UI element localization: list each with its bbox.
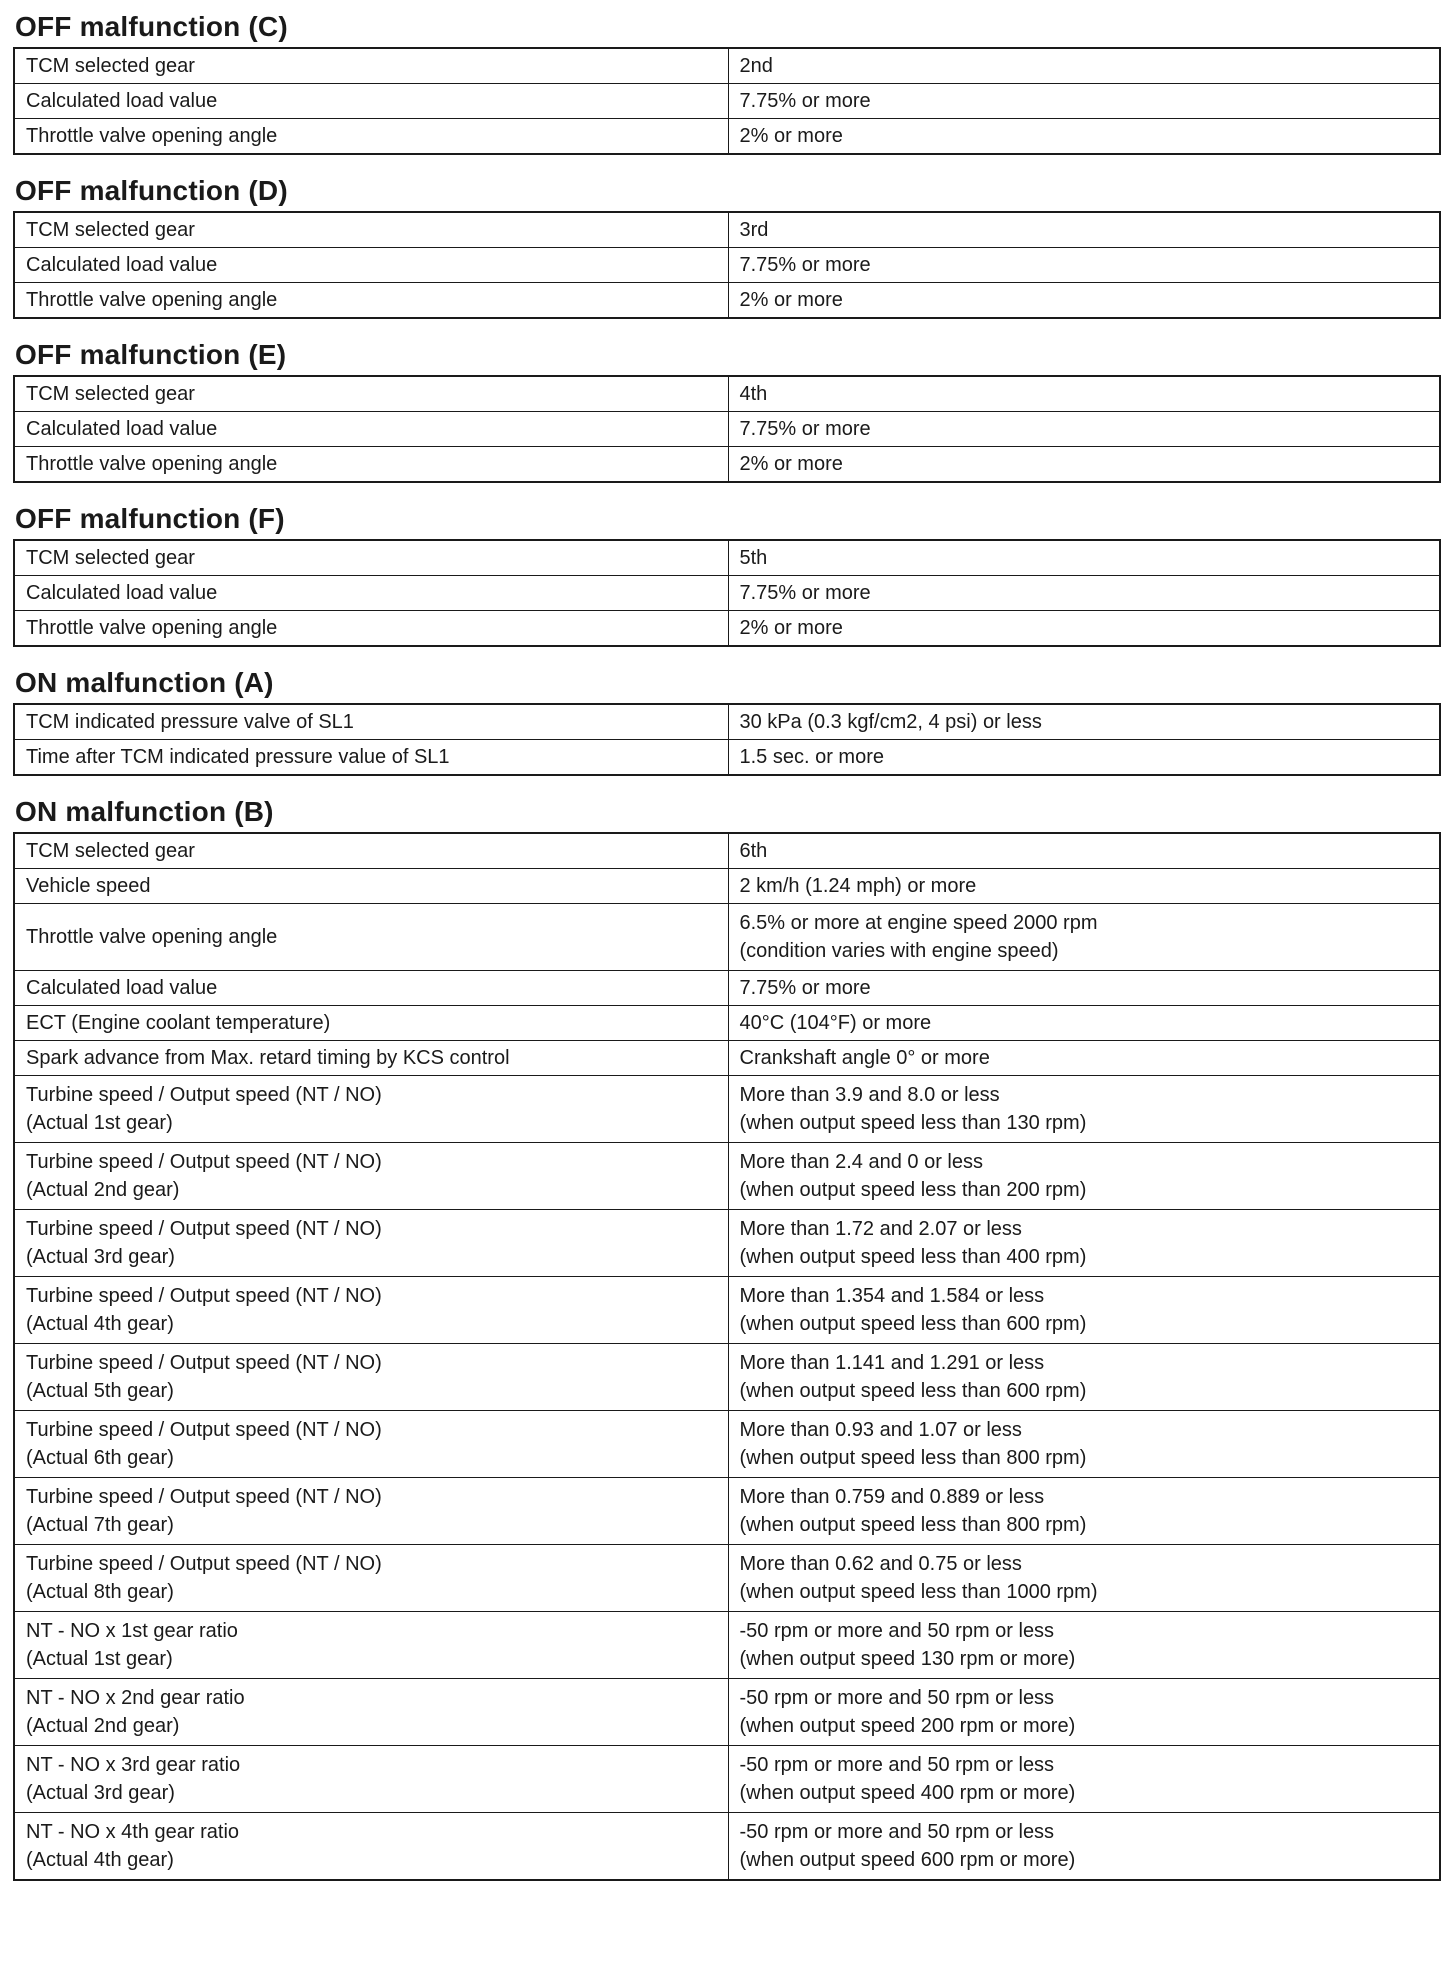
condition-section — [13, 338, 1440, 483]
condition-item-cell: Turbine speed / Output speed (NT / NO) (Actual 3rd gear) — [14, 1210, 728, 1277]
condition-item-cell: NT - NO x 1st gear ratio (Actual 1st gear) — [14, 1612, 728, 1679]
condition-section — [13, 502, 1440, 647]
condition-item-cell: TCM selected gear — [14, 540, 728, 576]
condition-value-cell: 30 kPa (0.3 kgf/cm2, 4 psi) or less — [728, 704, 1440, 740]
condition-table — [13, 211, 1441, 319]
table-row — [14, 1478, 1440, 1545]
condition-item-cell: Throttle valve opening angle — [14, 611, 728, 647]
condition-table — [13, 703, 1441, 776]
condition-item-cell: Spark advance from Max. retard timing by KCS control — [14, 1041, 728, 1076]
section-title: ON malfunction (B) — [15, 796, 274, 827]
condition-value-cell: More than 0.759 and 0.889 or less (when output speed less than 800 rpm) — [728, 1478, 1440, 1545]
table-row — [14, 1411, 1440, 1478]
condition-value-cell: -50 rpm or more and 50 rpm or less (when output speed 200 rpm or more) — [728, 1679, 1440, 1746]
table-row — [14, 1746, 1440, 1813]
condition-value-cell: 4th — [728, 376, 1440, 412]
table-row — [14, 1041, 1440, 1076]
condition-item-cell: TCM selected gear — [14, 212, 728, 248]
condition-table — [13, 375, 1441, 483]
condition-item-cell: Calculated load value — [14, 412, 728, 447]
condition-value-cell: More than 1.72 and 2.07 or less (when output speed less than 400 rpm) — [728, 1210, 1440, 1277]
table-row — [14, 248, 1440, 283]
section-title: OFF malfunction (F) — [15, 503, 285, 534]
condition-section — [13, 10, 1440, 155]
condition-value-cell: Crankshaft angle 0° or more — [728, 1041, 1440, 1076]
table-row — [14, 1813, 1440, 1880]
condition-table — [13, 539, 1441, 647]
table-row — [14, 971, 1440, 1006]
condition-value-cell: 2nd — [728, 48, 1440, 84]
condition-value-cell: -50 rpm or more and 50 rpm or less (when output speed 600 rpm or more) — [728, 1813, 1440, 1880]
condition-value-cell: 5th — [728, 540, 1440, 576]
condition-item-cell: Calculated load value — [14, 576, 728, 611]
condition-item-cell: TCM indicated pressure valve of SL1 — [14, 704, 728, 740]
table-row — [14, 447, 1440, 483]
condition-value-cell: 7.75% or more — [728, 412, 1440, 447]
condition-value-cell: More than 1.354 and 1.584 or less (when output speed less than 600 rpm) — [728, 1277, 1440, 1344]
condition-section — [13, 666, 1440, 776]
table-row — [14, 904, 1440, 971]
condition-value-cell: 1.5 sec. or more — [728, 740, 1440, 776]
condition-value-cell: More than 3.9 and 8.0 or less (when output speed less than 130 rpm) — [728, 1076, 1440, 1143]
table-row — [14, 283, 1440, 319]
table-row — [14, 540, 1440, 576]
condition-value-cell: 2% or more — [728, 447, 1440, 483]
condition-item-cell: Throttle valve opening angle — [14, 904, 728, 971]
table-row — [14, 704, 1440, 740]
condition-value-cell: 7.75% or more — [728, 248, 1440, 283]
condition-value-cell: More than 1.141 and 1.291 or less (when output speed less than 600 rpm) — [728, 1344, 1440, 1411]
condition-value-cell: More than 0.93 and 1.07 or less (when output speed less than 800 rpm) — [728, 1411, 1440, 1478]
condition-section — [13, 174, 1440, 319]
condition-item-cell: Calculated load value — [14, 248, 728, 283]
condition-value-cell: 6th — [728, 833, 1440, 869]
condition-item-cell: Turbine speed / Output speed (NT / NO) (Actual 1st gear) — [14, 1076, 728, 1143]
table-row — [14, 1612, 1440, 1679]
condition-item-cell: TCM selected gear — [14, 833, 728, 869]
table-row — [14, 1344, 1440, 1411]
table-row — [14, 1006, 1440, 1041]
table-row — [14, 412, 1440, 447]
condition-value-cell: More than 0.62 and 0.75 or less (when output speed less than 1000 rpm) — [728, 1545, 1440, 1612]
condition-value-cell: 7.75% or more — [728, 576, 1440, 611]
table-row — [14, 869, 1440, 904]
condition-item-cell: Throttle valve opening angle — [14, 283, 728, 319]
table-row — [14, 1679, 1440, 1746]
condition-value-cell: 2 km/h (1.24 mph) or more — [728, 869, 1440, 904]
table-row — [14, 84, 1440, 119]
condition-value-cell: More than 2.4 and 0 or less (when output speed less than 200 rpm) — [728, 1143, 1440, 1210]
table-row — [14, 212, 1440, 248]
condition-value-cell: 2% or more — [728, 611, 1440, 647]
table-row — [14, 1210, 1440, 1277]
condition-item-cell: NT - NO x 3rd gear ratio (Actual 3rd gear) — [14, 1746, 728, 1813]
table-row — [14, 1545, 1440, 1612]
condition-value-cell: 40°C (104°F) or more — [728, 1006, 1440, 1041]
table-row — [14, 740, 1440, 776]
condition-item-cell: NT - NO x 4th gear ratio (Actual 4th gear) — [14, 1813, 728, 1880]
condition-item-cell: TCM selected gear — [14, 48, 728, 84]
condition-item-cell: ECT (Engine coolant temperature) — [14, 1006, 728, 1041]
section-title: OFF malfunction (D) — [15, 175, 288, 206]
section-title: ON malfunction (A) — [15, 667, 274, 698]
condition-section — [13, 795, 1440, 1881]
section-title: OFF malfunction (C) — [15, 11, 288, 42]
condition-item-cell: Turbine speed / Output speed (NT / NO) (Actual 5th gear) — [14, 1344, 728, 1411]
condition-value-cell: 7.75% or more — [728, 971, 1440, 1006]
table-row — [14, 611, 1440, 647]
table-row — [14, 376, 1440, 412]
condition-table — [13, 832, 1441, 1881]
condition-value-cell: 7.75% or more — [728, 84, 1440, 119]
condition-item-cell: Time after TCM indicated pressure value of SL1 — [14, 740, 728, 776]
table-row — [14, 1277, 1440, 1344]
table-row — [14, 1076, 1440, 1143]
table-row — [14, 48, 1440, 84]
condition-value-cell: -50 rpm or more and 50 rpm or less (when output speed 400 rpm or more) — [728, 1746, 1440, 1813]
condition-item-cell: Throttle valve opening angle — [14, 447, 728, 483]
condition-value-cell: -50 rpm or more and 50 rpm or less (when output speed 130 rpm or more) — [728, 1612, 1440, 1679]
condition-value-cell: 3rd — [728, 212, 1440, 248]
section-title: OFF malfunction (E) — [15, 339, 287, 370]
condition-item-cell: Calculated load value — [14, 84, 728, 119]
condition-value-cell: 2% or more — [728, 283, 1440, 319]
condition-table — [13, 47, 1441, 155]
condition-item-cell: Turbine speed / Output speed (NT / NO) (Actual 4th gear) — [14, 1277, 728, 1344]
condition-item-cell: Turbine speed / Output speed (NT / NO) (Actual 6th gear) — [14, 1411, 728, 1478]
condition-item-cell: Turbine speed / Output speed (NT / NO) (Actual 2nd gear) — [14, 1143, 728, 1210]
condition-item-cell: NT - NO x 2nd gear ratio (Actual 2nd gear) — [14, 1679, 728, 1746]
condition-item-cell: Throttle valve opening angle — [14, 119, 728, 155]
condition-item-cell: Turbine speed / Output speed (NT / NO) (Actual 7th gear) — [14, 1478, 728, 1545]
condition-item-cell: Turbine speed / Output speed (NT / NO) (Actual 8th gear) — [14, 1545, 728, 1612]
condition-value-cell: 6.5% or more at engine speed 2000 rpm (condition varies with engine speed) — [728, 904, 1440, 971]
condition-item-cell: Calculated load value — [14, 971, 728, 1006]
condition-value-cell: 2% or more — [728, 119, 1440, 155]
condition-item-cell: TCM selected gear — [14, 376, 728, 412]
table-row — [14, 576, 1440, 611]
table-row — [14, 833, 1440, 869]
condition-item-cell: Vehicle speed — [14, 869, 728, 904]
table-row — [14, 1143, 1440, 1210]
table-row — [14, 119, 1440, 155]
